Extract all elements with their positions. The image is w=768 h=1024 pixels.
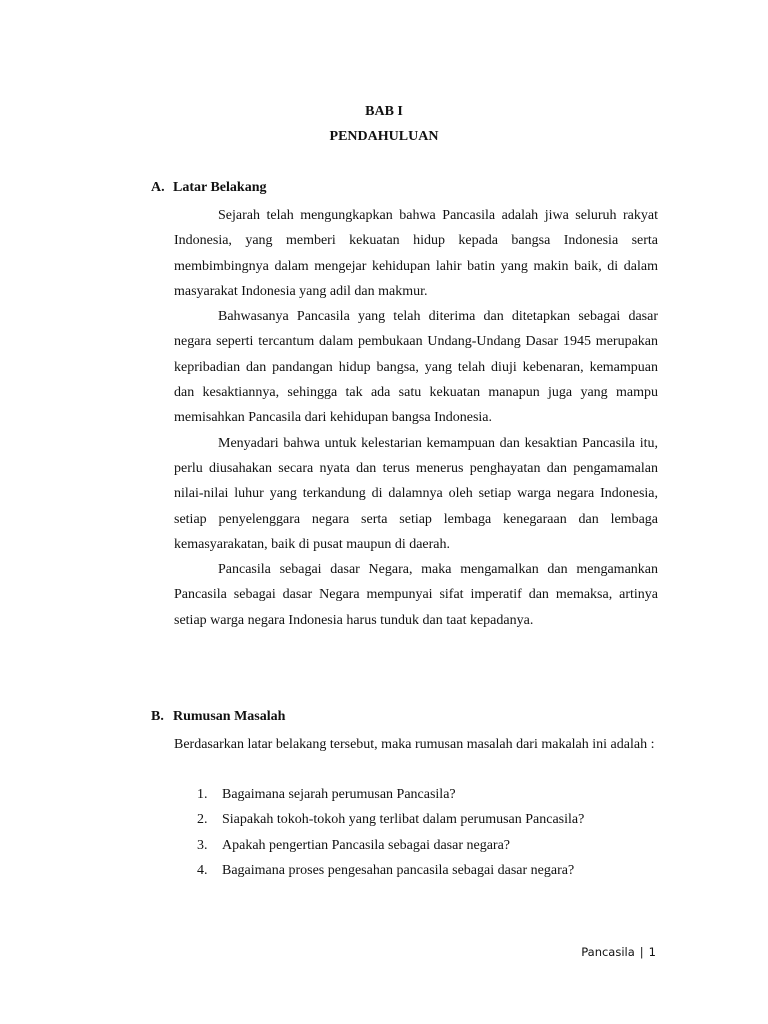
list-item-text: Bagaimana sejarah perumusan Pancasila? (222, 787, 456, 802)
footer-label: Pancasila (581, 945, 635, 959)
list-item (197, 833, 657, 858)
chapter-title: PENDAHULUAN (329, 129, 439, 144)
list-item (197, 782, 657, 807)
problem-list (197, 782, 657, 883)
list-item-text: Apakah pengertian Pancasila sebagai dasar negara? (222, 837, 511, 853)
section-b-letter: B. (151, 709, 164, 724)
section-b-intro (174, 732, 658, 757)
list-item (197, 858, 657, 883)
section-a-body (174, 203, 658, 633)
section-b-heading (151, 709, 285, 725)
list-item-number: 1. (197, 787, 208, 802)
page-footer (581, 945, 656, 959)
section-a-letter: A. (151, 180, 165, 195)
paragraph-1: Sejarah telah mengungkapkan bahwa Pancasila adalah jiwa seluruh rakyat Indonesia, yang memberi kekuatan hidup kepada bangsa Indonesia serta membimbingnya dalam mengejar kehidupan lahir batin yang makin baik, di dalam masyarakat Indonesia yang adil dan makmur. (174, 208, 658, 299)
section-b-intro-text: Berdasarkan latar belakang tersebut, maka rumusan masalah dari makalah ini adalah : (174, 737, 655, 752)
paragraph-2: Bahwasanya Pancasila yang telah diterima dan ditetapkan sebagai dasar negara seperti tercantum dalam pembukaan Undang-Undang Dasar 1945 merupakan kepribadian dan pandangan hidup bangsa, yang telah diuji kebenaran, kemampuan dan kesaktiannya, sehingga tak ada satu kekuatan manapun juga yang mampu memisahkan Pancasila dari kehidupan bangsa Indonesia. (174, 309, 658, 426)
list-item-text: Siapakah tokoh-tokoh yang terlibat dalam perumusan Pancasila? (222, 812, 585, 828)
paragraph-4: Pancasila sebagai dasar Negara, maka mengamalkan dan mengamankan Pancasila sebagai dasar Negara mempunyai sifat imperatif dan memaksa, artinya setiap warga negara Indonesia harus tunduk dan taat kepadanya. (174, 562, 658, 628)
section-a-heading (151, 180, 266, 196)
paragraph-3: Menyadari bahwa untuk kelestarian kemampuan dan kesaktian Pancasila itu, perlu diusahakan secara nyata dan terus menerus penghayatan dan pengamamalan nilai-nilai luhur yang terkandung di dalamnya oleh setiap warga negara Indonesia, setiap penyelenggara negara serta setiap lembaga kenegaraan dan lembaga kemasyarakatan, baik di pusat maupun di daerah. (174, 435, 658, 552)
section-a-title: Latar Belakang (173, 180, 267, 195)
section-b-title: Rumusan Masalah (173, 709, 286, 724)
footer-separator: | (639, 945, 644, 959)
list-item-text: Bagaimana proses pengesahan pancasila sebagai dasar negara? (222, 862, 575, 878)
chapter-number: BAB I (365, 104, 403, 119)
list-item-number: 3. (197, 837, 208, 853)
list-item (197, 807, 657, 832)
list-item-number: 4. (197, 862, 208, 878)
list-item-number: 2. (197, 812, 208, 828)
page-number: 1 (648, 945, 656, 959)
